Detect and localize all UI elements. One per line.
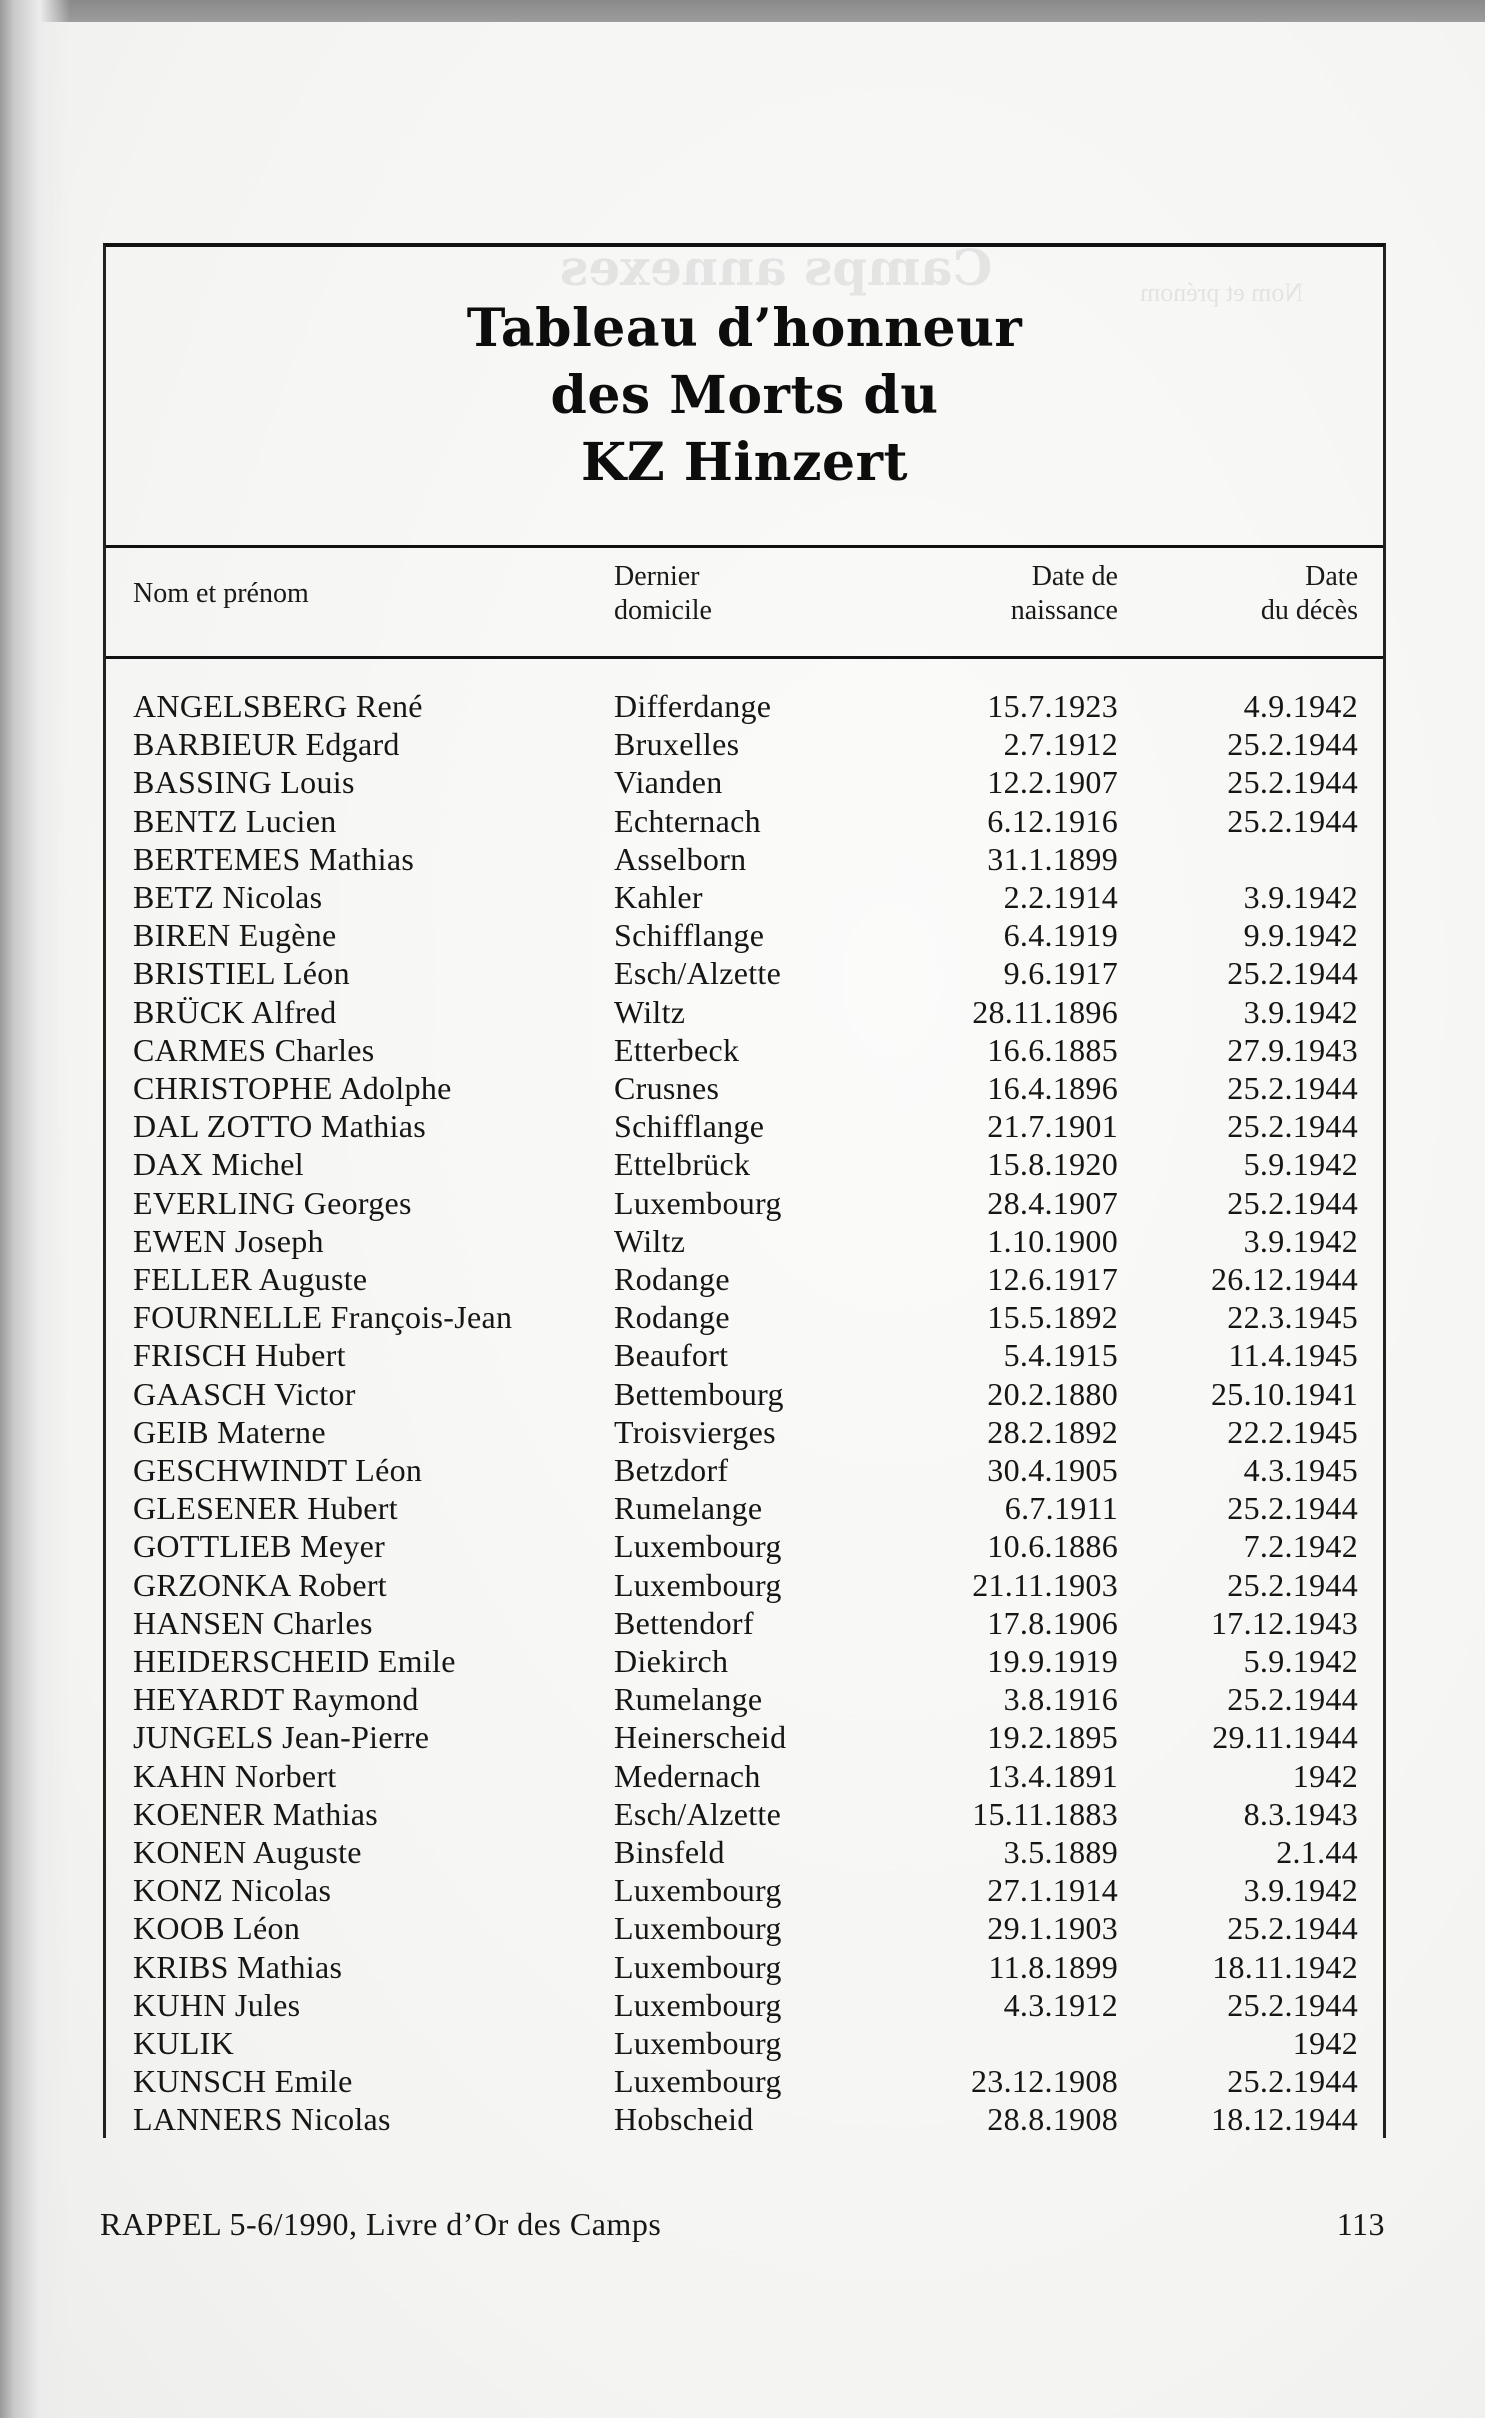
person-name: GLESENER Hubert xyxy=(133,1490,398,1527)
death-date: 25.2.1944 xyxy=(1227,1184,1358,1221)
birth-date: 17.8.1906 xyxy=(987,1604,1118,1641)
death-date: 7.2.1942 xyxy=(1243,1528,1358,1565)
death-date: 25.2.1944 xyxy=(1227,1108,1358,1145)
death-date: 25.2.1944 xyxy=(1227,2063,1358,2100)
table-row xyxy=(106,1680,1383,1718)
death-date: 3.9.1942 xyxy=(1243,993,1358,1030)
title-line-2: des Morts du xyxy=(550,365,939,426)
last-domicile: Vianden xyxy=(614,764,723,801)
header-bottom-rule xyxy=(106,656,1383,659)
birth-date: 20.2.1880 xyxy=(987,1375,1118,1412)
table-row xyxy=(106,1451,1383,1489)
table-row xyxy=(106,840,1383,878)
last-domicile: Bruxelles xyxy=(614,726,740,763)
last-domicile: Rodange xyxy=(614,1261,730,1297)
last-domicile: Luxembourg xyxy=(614,1184,782,1221)
last-domicile: Luxembourg xyxy=(614,2063,782,2100)
birth-date: 10.6.1886 xyxy=(987,1528,1118,1565)
last-domicile: Differdange xyxy=(614,688,772,724)
last-domicile: Luxembourg xyxy=(614,1528,782,1565)
birth-date: 16.4.1896 xyxy=(987,1070,1118,1106)
person-name: JUNGELS Jean-Pierre xyxy=(133,1719,430,1756)
birth-date: 4.3.1912 xyxy=(1003,1986,1118,2023)
table-row xyxy=(106,763,1383,801)
column-header-domicile-line2: domicile xyxy=(614,595,712,626)
person-name: KOOB Léon xyxy=(133,1910,301,1947)
table-row xyxy=(106,1413,1383,1451)
last-domicile: Luxembourg xyxy=(614,1910,782,1947)
death-date: 1942 xyxy=(1292,1757,1358,1794)
person-name: BRISTIEL Léon xyxy=(133,955,350,992)
birth-date: 2.7.1912 xyxy=(1003,726,1118,763)
table-row xyxy=(106,1107,1383,1145)
birth-date: 3.8.1916 xyxy=(1003,1681,1118,1718)
person-name: BARBIEUR Edgard xyxy=(133,726,400,763)
table-row xyxy=(106,1184,1383,1222)
person-name: EVERLING Georges xyxy=(133,1184,412,1221)
table-row xyxy=(106,1909,1383,1947)
person-name: GEIB Materne xyxy=(133,1413,326,1450)
footer-source: RAPPEL 5-6/1990, Livre d’Or des Camps xyxy=(100,2206,662,2242)
death-date: 25.2.1944 xyxy=(1227,1070,1358,1106)
death-date: 25.2.1944 xyxy=(1227,1490,1358,1527)
table-row xyxy=(106,687,1383,725)
birth-date: 29.1.1903 xyxy=(987,1910,1118,1947)
person-name: BETZ Nicolas xyxy=(133,879,323,915)
person-name: FELLER Auguste xyxy=(133,1261,368,1297)
table-row xyxy=(106,2100,1383,2138)
person-name: HEYARDT Raymond xyxy=(133,1681,419,1718)
table-row xyxy=(106,1069,1383,1107)
page-gutter-shadow xyxy=(0,0,70,2418)
birth-date: 21.11.1903 xyxy=(972,1566,1118,1603)
death-date: 4.3.1945 xyxy=(1243,1452,1358,1488)
person-name: KONZ Nicolas xyxy=(133,1872,332,1909)
last-domicile: Heinerscheid xyxy=(614,1719,787,1756)
death-date: 1942 xyxy=(1292,2025,1358,2061)
honor-roll-table xyxy=(103,243,1386,2138)
birth-date: 12.2.1907 xyxy=(987,764,1118,801)
last-domicile: Schifflange xyxy=(614,1108,765,1145)
last-domicile: Esch/Alzette xyxy=(614,1795,782,1832)
last-domicile: Rodange xyxy=(614,1299,730,1336)
person-name: GRZONKA Robert xyxy=(133,1566,387,1603)
column-header-domicile xyxy=(614,560,712,628)
table-row xyxy=(106,916,1383,954)
birth-date: 2.2.1914 xyxy=(1003,879,1118,915)
person-name: DAX Michel xyxy=(133,1146,304,1183)
last-domicile: Wiltz xyxy=(614,993,686,1030)
table-row xyxy=(106,993,1383,1031)
column-header-birth xyxy=(1011,560,1118,628)
table-row xyxy=(106,1833,1383,1871)
table-row xyxy=(106,2024,1383,2062)
last-domicile: Esch/Alzette xyxy=(614,955,782,992)
birth-date: 6.7.1911 xyxy=(1004,1490,1118,1527)
last-domicile: Luxembourg xyxy=(614,1986,782,2023)
birth-date: 27.1.1914 xyxy=(987,1872,1118,1909)
birth-date: 23.12.1908 xyxy=(971,2063,1118,2100)
last-domicile: Bettembourg xyxy=(614,1375,784,1412)
person-name: KUNSCH Emile xyxy=(133,2063,353,2100)
birth-date: 15.11.1883 xyxy=(972,1795,1118,1832)
last-domicile: Schifflange xyxy=(614,917,765,954)
birth-date: 13.4.1891 xyxy=(987,1757,1118,1794)
last-domicile: Betzdorf xyxy=(614,1452,729,1488)
table-row xyxy=(106,1375,1383,1413)
birth-date: 19.9.1919 xyxy=(987,1643,1118,1679)
title-line-1: Tableau d’honneur xyxy=(466,298,1023,359)
death-date: 25.2.1944 xyxy=(1227,1566,1358,1603)
table-row xyxy=(106,1871,1383,1909)
death-date: 18.12.1944 xyxy=(1211,2101,1358,2138)
column-header-birth-line1: Date de xyxy=(1031,561,1118,592)
title-line-3: KZ Hinzert xyxy=(581,432,908,493)
scan-top-band xyxy=(0,0,1485,22)
birth-date: 28.4.1907 xyxy=(987,1184,1118,1221)
person-name: KULIK xyxy=(133,2025,235,2061)
person-name: FOURNELLE François-Jean xyxy=(133,1299,513,1336)
last-domicile: Asselborn xyxy=(614,840,747,877)
page-title xyxy=(106,295,1383,496)
birth-date: 21.7.1901 xyxy=(987,1108,1118,1145)
death-date: 22.2.1945 xyxy=(1227,1413,1358,1450)
table-row xyxy=(106,1757,1383,1795)
death-date: 18.11.1942 xyxy=(1212,1948,1358,1985)
last-domicile: Rumelange xyxy=(614,1681,763,1718)
last-domicile: Luxembourg xyxy=(614,1872,782,1909)
last-domicile: Kahler xyxy=(614,879,703,915)
birth-date: 28.11.1896 xyxy=(972,993,1118,1030)
table-row xyxy=(106,1031,1383,1069)
death-date: 9.9.1942 xyxy=(1243,917,1358,954)
table-row xyxy=(106,1948,1383,1986)
birth-date: 5.4.1915 xyxy=(1003,1337,1118,1374)
death-date: 5.9.1942 xyxy=(1243,1643,1358,1679)
last-domicile: Ettelbrück xyxy=(614,1146,751,1183)
last-domicile: Binsfeld xyxy=(614,1834,725,1870)
column-header-domicile-line1: Dernier xyxy=(614,561,700,592)
table-row xyxy=(106,1336,1383,1374)
column-header-death-line1: Date xyxy=(1305,561,1358,592)
column-header-death-line2: du décès xyxy=(1260,595,1358,626)
birth-date: 3.5.1889 xyxy=(1003,1834,1118,1870)
birth-date: 15.5.1892 xyxy=(987,1299,1118,1336)
person-name: CHRISTOPHE Adolphe xyxy=(133,1070,452,1106)
death-date: 22.3.1945 xyxy=(1227,1299,1358,1336)
person-name: LANNERS Nicolas xyxy=(133,2101,391,2138)
death-date: 17.12.1943 xyxy=(1211,1604,1358,1641)
person-name: ANGELSBERG René xyxy=(133,688,423,724)
birth-date: 15.7.1923 xyxy=(987,688,1118,724)
last-domicile: Bettendorf xyxy=(614,1604,754,1641)
birth-date: 6.4.1919 xyxy=(1003,917,1118,954)
death-date: 27.9.1943 xyxy=(1227,1031,1358,1068)
death-date: 3.9.1942 xyxy=(1243,1222,1358,1259)
death-date: 29.11.1944 xyxy=(1212,1719,1358,1756)
person-name: KUHN Jules xyxy=(133,1986,301,2023)
last-domicile: Luxembourg xyxy=(614,1566,782,1603)
death-date: 25.2.1944 xyxy=(1227,955,1358,992)
last-domicile: Luxembourg xyxy=(614,1948,782,1985)
last-domicile: Luxembourg xyxy=(614,2025,782,2061)
table-row xyxy=(106,802,1383,840)
person-name: BRÜCK Alfred xyxy=(133,993,337,1030)
birth-date: 16.6.1885 xyxy=(987,1031,1118,1068)
person-name: KAHN Norbert xyxy=(133,1757,337,1794)
table-row xyxy=(106,1604,1383,1642)
last-domicile: Etterbeck xyxy=(614,1031,740,1068)
birth-date: 28.8.1908 xyxy=(987,2101,1118,2138)
death-date: 25.2.1944 xyxy=(1227,764,1358,801)
person-name: GOTTLIEB Meyer xyxy=(133,1528,386,1565)
footer-page-number: 113 xyxy=(1336,2206,1385,2242)
person-name: GESCHWINDT Léon xyxy=(133,1452,423,1488)
table-row xyxy=(106,1527,1383,1565)
person-name: BASSING Louis xyxy=(133,764,355,801)
birth-date: 6.12.1916 xyxy=(987,802,1118,839)
table-row xyxy=(106,1566,1383,1604)
birth-date: 28.2.1892 xyxy=(987,1413,1118,1450)
person-name: BERTEMES Mathias xyxy=(133,840,415,877)
birth-date: 15.8.1920 xyxy=(987,1146,1118,1183)
table-row xyxy=(106,1795,1383,1833)
table-row xyxy=(106,1298,1383,1336)
last-domicile: Troisvierges xyxy=(614,1413,776,1450)
death-date: 25.2.1944 xyxy=(1227,1681,1358,1718)
person-name: HEIDERSCHEID Emile xyxy=(133,1643,456,1679)
birth-date: 9.6.1917 xyxy=(1003,955,1118,992)
death-date: 5.9.1942 xyxy=(1243,1146,1358,1183)
death-date: 11.4.1945 xyxy=(1228,1337,1358,1374)
birth-date: 1.10.1900 xyxy=(987,1222,1118,1259)
table-row xyxy=(106,1260,1383,1298)
last-domicile: Beaufort xyxy=(614,1337,729,1374)
person-name: DAL ZOTTO Mathias xyxy=(133,1108,427,1145)
last-domicile: Medernach xyxy=(614,1757,761,1794)
person-name: KRIBS Mathias xyxy=(133,1948,343,1985)
birth-date: 11.8.1899 xyxy=(988,1948,1118,1985)
last-domicile: Rumelange xyxy=(614,1490,763,1527)
person-name: CARMES Charles xyxy=(133,1031,375,1068)
person-name: FRISCH Hubert xyxy=(133,1337,346,1374)
birth-date: 12.6.1917 xyxy=(987,1261,1118,1297)
person-name: BENTZ Lucien xyxy=(133,802,337,839)
table-row xyxy=(106,1222,1383,1260)
birth-date: 30.4.1905 xyxy=(987,1452,1118,1488)
birth-date: 19.2.1895 xyxy=(987,1719,1118,1756)
column-header-death xyxy=(1261,560,1358,628)
person-name: GAASCH Victor xyxy=(133,1375,356,1412)
death-date: 8.3.1943 xyxy=(1243,1795,1358,1832)
table-row xyxy=(106,1145,1383,1183)
person-name: EWEN Joseph xyxy=(133,1222,324,1259)
death-date: 25.10.1941 xyxy=(1211,1375,1358,1412)
last-domicile: Hobscheid xyxy=(614,2101,754,2138)
column-header-name: Nom et prénom xyxy=(133,578,309,609)
death-date: 25.2.1944 xyxy=(1227,1910,1358,1947)
last-domicile: Echternach xyxy=(614,802,761,839)
table-row xyxy=(106,1642,1383,1680)
table-row xyxy=(106,725,1383,763)
death-date: 3.9.1942 xyxy=(1243,879,1358,915)
death-date: 4.9.1942 xyxy=(1243,688,1358,724)
table-row xyxy=(106,1718,1383,1756)
person-name: KOENER Mathias xyxy=(133,1795,379,1832)
table-row xyxy=(106,1489,1383,1527)
person-name: KONEN Auguste xyxy=(133,1834,362,1870)
last-domicile: Wiltz xyxy=(614,1222,686,1259)
column-header-birth-line2: naissance xyxy=(1010,595,1118,626)
table-row xyxy=(106,878,1383,916)
last-domicile: Crusnes xyxy=(614,1070,720,1106)
death-date: 25.2.1944 xyxy=(1227,1986,1358,2023)
death-date: 2.1.44 xyxy=(1276,1834,1358,1870)
birth-date: 31.1.1899 xyxy=(987,840,1118,877)
death-date: 25.2.1944 xyxy=(1227,726,1358,763)
last-domicile: Diekirch xyxy=(614,1643,729,1679)
header-top-rule xyxy=(106,545,1383,548)
table-row xyxy=(106,954,1383,992)
table-row xyxy=(106,1986,1383,2024)
death-date: 25.2.1944 xyxy=(1227,802,1358,839)
person-name: BIREN Eugène xyxy=(133,917,337,954)
person-name: HANSEN Charles xyxy=(133,1604,373,1641)
death-date: 26.12.1944 xyxy=(1211,1261,1358,1297)
table-row xyxy=(106,2062,1383,2100)
death-date: 3.9.1942 xyxy=(1243,1872,1358,1909)
